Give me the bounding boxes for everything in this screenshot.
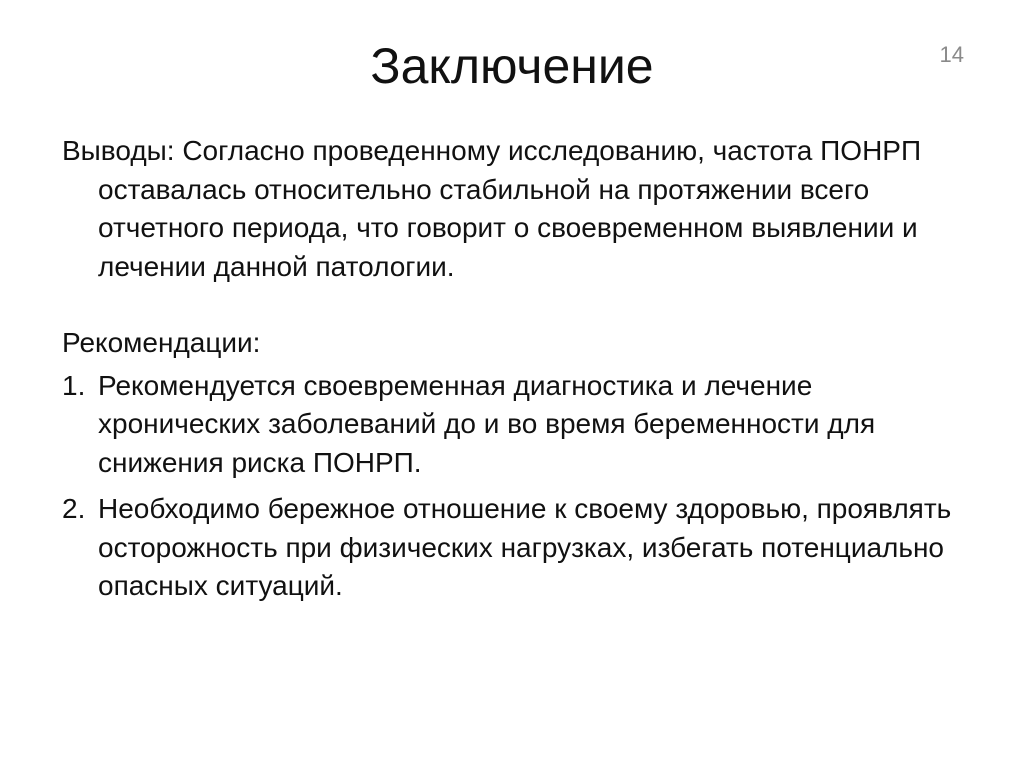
recommendation-item [62, 367, 962, 483]
recommendations-list [62, 367, 962, 606]
recommendations-heading: Рекомендации: [62, 327, 261, 358]
recommendation-item [62, 490, 962, 606]
recommendation-text: Рекомендуется своевременная диагностика и лечение хронических заболеваний до и во время беременности для снижения риска ПОНРП. [98, 369, 876, 478]
slide-title: Заключение [370, 38, 654, 94]
recommendation-number: 2. [62, 493, 86, 524]
recommendation-text: Необходимо бережное отношение к своему здоровью, проявлять осторожность при физических нагрузках, избегать потенциально опасных ситуаций. [98, 493, 952, 601]
conclusion-paragraph: Выводы: Согласно проведенному исследованию, частота ПОНРП оставалась относительно стабильной на протяжении всего отчетного периода, что говорит о своевременном выявлении и лечении данной патологии. [62, 135, 922, 282]
slide-body [62, 132, 962, 614]
slide-number: 14 [939, 42, 964, 67]
recommendation-number: 1. [62, 369, 86, 401]
